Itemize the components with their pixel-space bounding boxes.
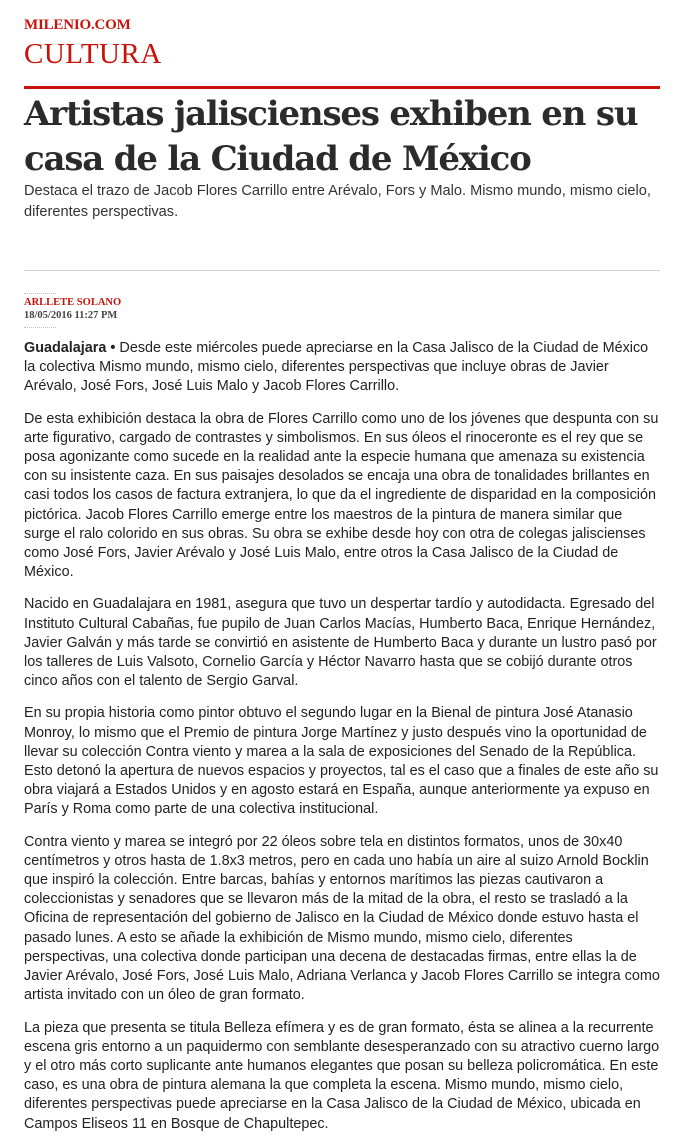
section-title[interactable]: CULTURA	[24, 38, 162, 70]
author-name[interactable]: ARLLETE SOLANO	[24, 297, 122, 308]
article-summary: Destaca el trazo de Jacob Flores Carrillo entre Arévalo, Fors y Malo. Mismo mundo, mismo cielo, diferentes perspectivas.	[24, 183, 651, 220]
byline-divider-top	[24, 293, 56, 294]
article-paragraph: En su propia historia como pintor obtuvo el segundo lugar en la Bienal de pintura José Atanasio Monroy, lo mismo que el Premio de pintura Jorge Martínez y justo después vino la oportunidad de llevar su colección Contra viento y marea a la sala de exposiciones del Senado de la República. Esto detonó la apertura de nuevos espacios y proyectos, tal es el caso que a finales de este año su obra viajará a Estados Unidos y en agosto estará en España, aunque anteriormente ya expuso en París y Roma como parte de una colectiva institucional.	[24, 705, 659, 818]
header-divider	[24, 270, 660, 271]
dateline: Guadalajara •	[24, 340, 116, 356]
article-body	[24, 339, 660, 1147]
section-divider	[24, 86, 660, 89]
article-paragraph: Contra viento y marea se integró por 22 óleos sobre tela en distintos formatos, unos de 30x40 centímetros y otros hasta de 1.8x3 metros, pero en cada uno había un aire al suizo Arnold Bocklin que inspiró la colección. Entre barcas, bahías y entornos marítimos las piezas cautivaron a coleccionistas y senadores que se llevaron más de la mitad de la obra, el resto se trasladó a la Oficina de representación del gobierno de Jalisco en la Ciudad de México donde estuvo hasta el pasado lunes. A esto se añade la exhibición de Mismo mundo, mismo cielo, diferentes perspectivas, una colectiva donde participan una decena de destacadas firmas, entre ellas la de Javier Arévalo, José Fors, José Luis Malo, Adriana Verlanca y Jacob Flores Carrillo se integra como artista invitado con un óleo de gran formato.	[24, 833, 660, 1004]
publish-date: 18/05/2016 11:27 PM	[24, 310, 118, 321]
site-name[interactable]: MILENIO.COM	[24, 17, 131, 33]
paragraph-text: Desde este miércoles puede apreciarse en la Casa Jalisco de la Ciudad de México la colectiva Mismo mundo, mismo cielo, diferentes perspectivas que incluye obras de Javier Arévalo, José Fors, José Luis Malo y Jacob Flores Carrillo.	[24, 340, 649, 395]
article-paragraph	[24, 339, 660, 397]
article-paragraph: De esta exhibición destaca la obra de Flores Carrillo como uno de los jóvenes que despunta con su arte figurativo, cargado de contrastes y simbolismos. En sus óleos el rinoceronte es el rey que se posa agonizante como sucede en la realidad ante la especie humana que amenaza su existencia con su insistente caza. En sus paisajes desolados se encaja una obra de tonalidades brillantes en casi todos los casos de factura extranjera, lo que da el ingrediente de disparidad en la composición pictórica. Jacob Flores Carrillo emerge entre los maestros de la pintura de manera similar que surge el ralo colorido en sus obras. Su obra se exhibe desde hoy con otra de colegas jaliscienses como José Fors, Javier Arévalo y José Luis Malo, entre otros la Casa Jalisco de la Ciudad de México.	[24, 410, 659, 581]
byline-divider-bottom	[24, 327, 56, 328]
article-paragraph: Nacido en Guadalajara en 1981, asegura que tuvo un despertar tardío y autodidacta. Egresado del Instituto Cultural Cabañas, fue pupilo de Juan Carlos Macías, Humberto Baca, Enrique Hernández, Javier Galván y más tarde se convirtió en asistente de Humberto Baca y durante un lustro pasó por los talleres de Luis Valsoto, Cornelio García y Héctor Navarro hasta que se cobijó durante otros cinco años con el talento de Sergio Garval.	[24, 596, 657, 690]
article-title: Artistas jaliscienses exhiben en su casa de la Ciudad de México	[24, 94, 638, 179]
article-paragraph: La pieza que presenta se titula Belleza efímera y es de gran formato, ésta se alinea a la recurrente escena gris entorno a un paquidermo con semblante desesperanzado con su atractivo cuerno largo y el otro más corto suplicante ante humanos elegantes que posan su belleza policromática. En este caso, es una obra de pintura alemana la que completa la escena. Mismo mundo, mismo cielo, diferentes perspectivas puede apreciarse en la Casa Jalisco de la Ciudad de México, ubicada en Campos Eliseos 11 en Bosque de Chapultepec.	[24, 1019, 660, 1132]
